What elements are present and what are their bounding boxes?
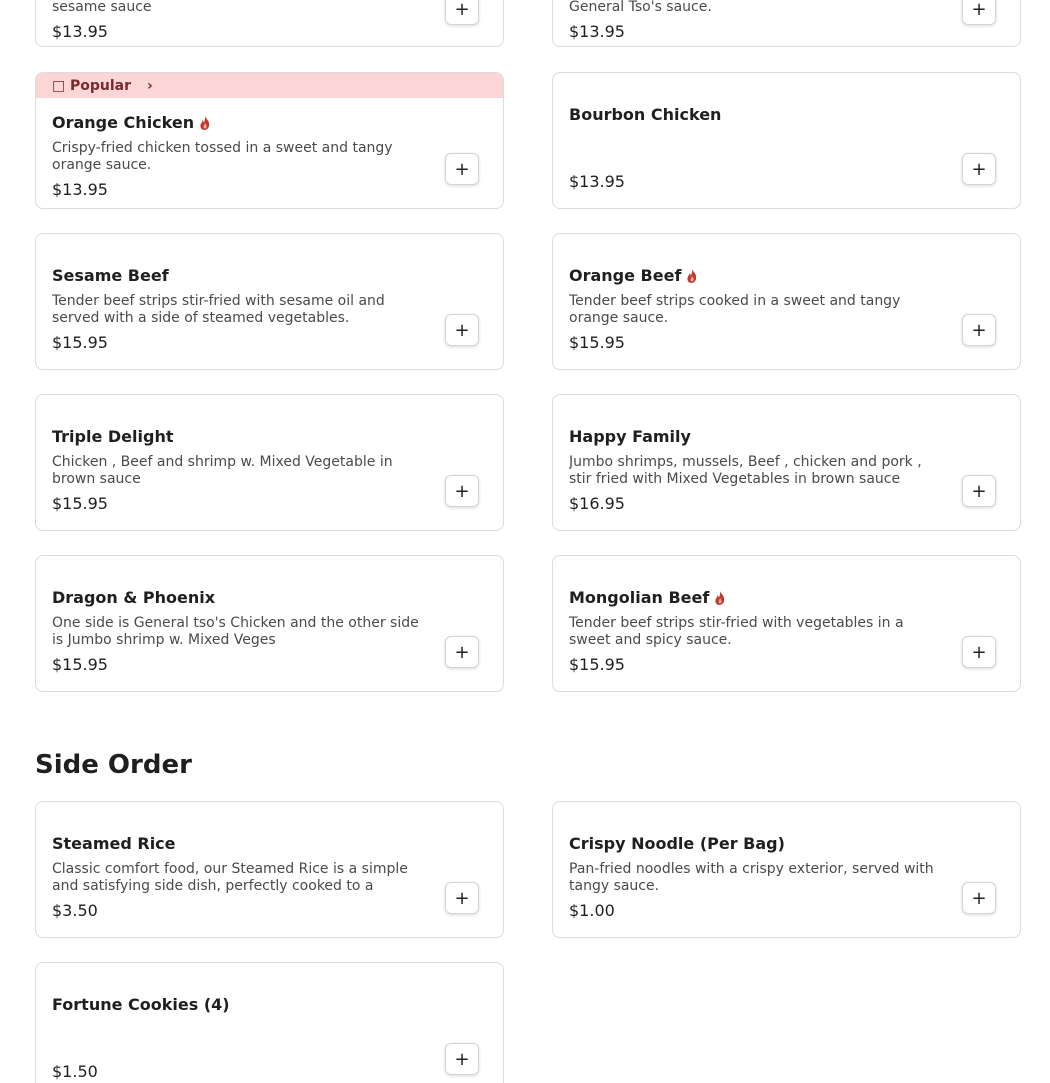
popular-banner[interactable] bbox=[36, 73, 503, 98]
item-name bbox=[569, 588, 936, 607]
add-button[interactable]: + bbox=[962, 636, 996, 668]
menu-item-card[interactable] bbox=[552, 72, 1021, 209]
item-name bbox=[52, 995, 419, 1014]
spicy-flame-icon bbox=[714, 591, 726, 605]
menu-item-card[interactable] bbox=[35, 555, 504, 692]
item-description: Jumbo shrimps, mussels, Beef , chicken and pork , stir fried with Mixed Vegetables in brown sauce bbox=[569, 454, 922, 487]
menu-item-card[interactable] bbox=[35, 72, 504, 209]
spicy-flame-icon bbox=[686, 269, 698, 283]
item-description: Tender beef strips stir-fried with sesame oil and served with a side of steamed vegetables. bbox=[52, 293, 385, 326]
menu-item-card[interactable] bbox=[35, 962, 504, 1083]
add-button[interactable]: + bbox=[445, 1043, 479, 1075]
add-button[interactable]: + bbox=[962, 0, 996, 25]
item-name bbox=[569, 427, 936, 446]
add-button[interactable]: + bbox=[445, 153, 479, 185]
item-name bbox=[52, 266, 419, 285]
item-name bbox=[52, 113, 419, 132]
item-description: Tender beef strips stir-fried with vegetables in a sweet and spicy sauce. bbox=[569, 615, 904, 648]
item-description: sesame sauce bbox=[52, 0, 152, 15]
item-name-text: Mongolian Beef bbox=[569, 588, 710, 607]
item-name-text: Bourbon Chicken bbox=[569, 105, 722, 124]
add-button[interactable]: + bbox=[962, 882, 996, 914]
item-description: Pan-fried noodles with a crispy exterior, served with tangy sauce. bbox=[569, 861, 934, 894]
item-name-text: Fortune Cookies (4) bbox=[52, 995, 230, 1014]
item-name bbox=[569, 105, 936, 124]
add-button[interactable]: + bbox=[445, 314, 479, 346]
menu-item-card[interactable] bbox=[35, 801, 504, 938]
item-price: $15.95 bbox=[52, 494, 108, 513]
item-name-text: Steamed Rice bbox=[52, 834, 176, 853]
menu-item-card[interactable] bbox=[552, 394, 1021, 531]
item-name bbox=[52, 834, 419, 853]
menu-item-card[interactable] bbox=[35, 394, 504, 531]
spicy-flame-icon bbox=[199, 116, 211, 130]
add-button[interactable]: + bbox=[445, 475, 479, 507]
section-title-side-order: Side Order bbox=[35, 750, 192, 780]
item-name bbox=[52, 588, 419, 607]
item-price: $15.95 bbox=[52, 333, 108, 352]
add-button[interactable]: + bbox=[962, 475, 996, 507]
item-price: $13.95 bbox=[569, 22, 625, 41]
item-description: Crispy-fried chicken tossed in a sweet and tangy orange sauce. bbox=[52, 140, 393, 173]
menu-item-card[interactable] bbox=[35, 233, 504, 370]
item-name-text: Orange Chicken bbox=[52, 113, 195, 132]
item-price: $15.95 bbox=[569, 333, 625, 352]
item-description: Tender beef strips cooked in a sweet and tangy orange sauce. bbox=[569, 293, 901, 326]
add-button[interactable]: + bbox=[962, 314, 996, 346]
item-price: $1.50 bbox=[52, 1062, 98, 1081]
item-price: $15.95 bbox=[569, 655, 625, 674]
item-name-text: Orange Beef bbox=[569, 266, 682, 285]
item-description: General Tso's sauce. bbox=[569, 0, 712, 15]
item-price: $15.95 bbox=[52, 655, 108, 674]
item-name bbox=[52, 427, 419, 446]
item-description bbox=[52, 1022, 419, 1056]
item-name-text: Triple Delight bbox=[52, 427, 174, 446]
menu-item-card[interactable] bbox=[552, 0, 1021, 47]
add-button[interactable]: + bbox=[962, 153, 996, 185]
item-name bbox=[569, 266, 936, 285]
item-price: $13.95 bbox=[52, 22, 108, 41]
item-price: $1.00 bbox=[569, 901, 615, 920]
popular-icon: □ bbox=[52, 77, 66, 94]
menu-item-card[interactable] bbox=[35, 0, 504, 47]
add-button[interactable]: + bbox=[445, 882, 479, 914]
item-name-text: Crispy Noodle (Per Bag) bbox=[569, 834, 785, 853]
item-price: $13.95 bbox=[569, 172, 625, 191]
menu-item-card[interactable] bbox=[552, 233, 1021, 370]
item-name-text: Sesame Beef bbox=[52, 266, 169, 285]
chevron-right-icon: › bbox=[147, 77, 153, 94]
item-name-text: Happy Family bbox=[569, 427, 691, 446]
item-price: $3.50 bbox=[52, 901, 98, 920]
menu-item-card[interactable] bbox=[552, 801, 1021, 938]
add-button[interactable]: + bbox=[445, 0, 479, 25]
menu-item-card[interactable] bbox=[552, 555, 1021, 692]
item-name bbox=[569, 834, 936, 853]
item-description: Chicken , Beef and shrimp w. Mixed Vegetable in brown sauce bbox=[52, 454, 393, 487]
item-name-text: Dragon & Phoenix bbox=[52, 588, 216, 607]
item-price: $13.95 bbox=[52, 180, 108, 199]
item-description: One side is General tso's Chicken and the other side is Jumbo shrimp w. Mixed Veges bbox=[52, 615, 419, 648]
item-description: Classic comfort food, our Steamed Rice is a simple and satisfying side dish, perfectly cooked to a bbox=[52, 861, 408, 894]
item-description bbox=[569, 132, 936, 166]
add-button[interactable]: + bbox=[445, 636, 479, 668]
popular-label: Popular bbox=[70, 77, 132, 94]
item-price: $16.95 bbox=[569, 494, 625, 513]
